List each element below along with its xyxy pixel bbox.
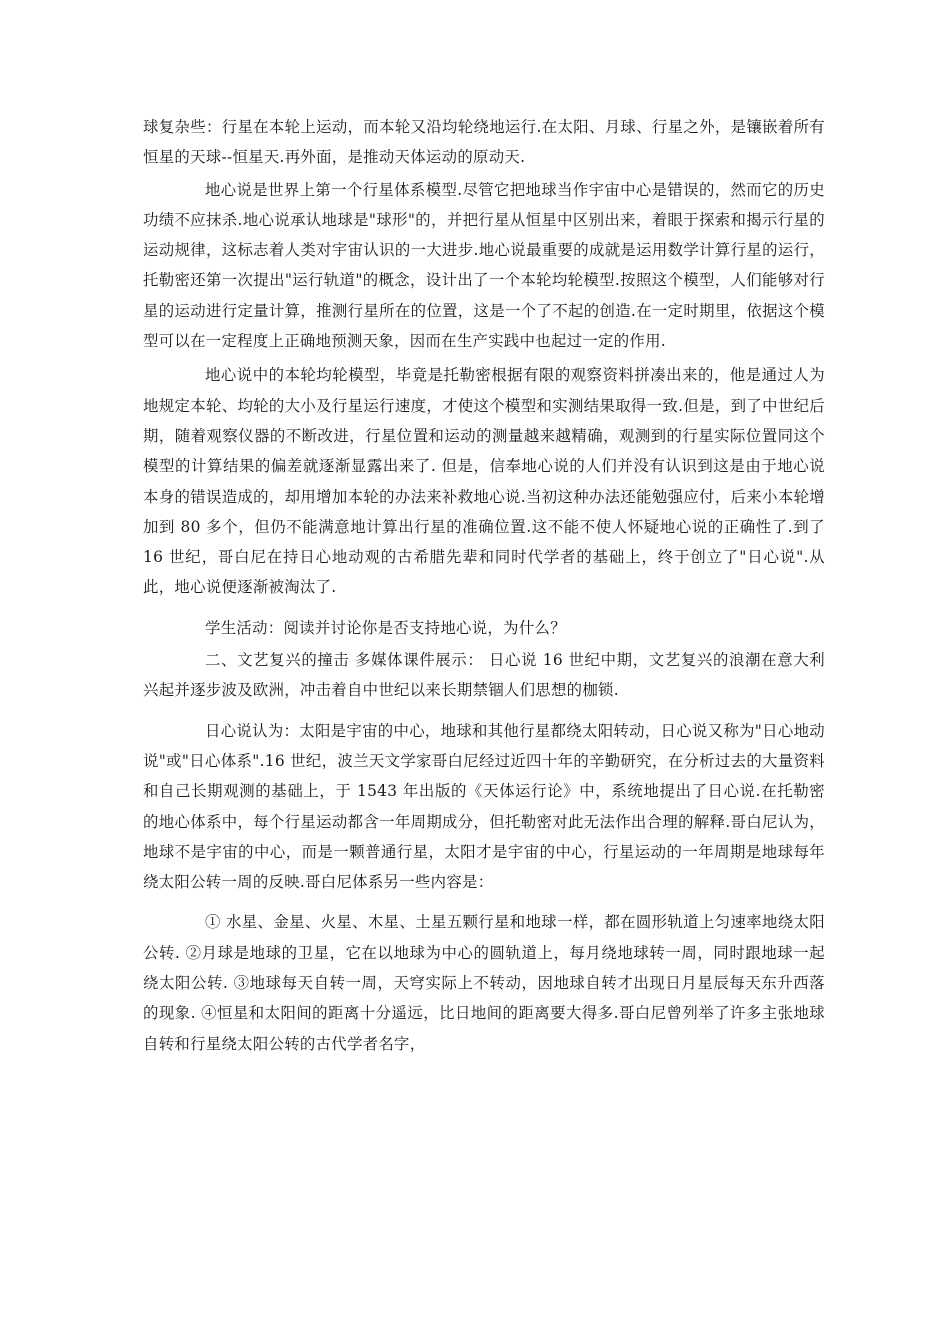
paragraph-renaissance-heading: 二、文艺复兴的撞击 多媒体课件展示： 日心说 16 世纪中期，文艺复兴的浪潮在意大利兴起并逐步波及欧洲，冲击着自中世纪以来长期禁锢人们思想的枷锁.: [143, 651, 825, 700]
paragraph-geocentric-significance: 地心说是世界上第一个行星体系模型.尽管它把地球当作宇宙中心是错误的，然而它的历史功绩不应抹杀.地心说承认地球是"球形"的，并把行星从恒星中区别出来，着眼于探索和揭示行星的运动规律，这标志着人类对宇宙认识的一大进步.地心说最重要的成就是运用数学计算行星的运行，托勒密还第一次提出"运行轨道"的概念，设计出了一个本轮均轮模型.按照这个模型，人们能够对行星的运动进行定量计算，推测行星所在的位置，这是一个了不起的创造.在一定时期里，依据这个模型可以在一定程度上正确地预测天象，因而在生产实践中也起过一定的作用.: [143, 180, 825, 351]
paragraph-epicycle-model: 地心说中的本轮均轮模型，毕竟是托勒密根据有限的观察资料拼凑出来的，他是通过人为地规定本轮、均轮的大小及行星运行速度，才使这个模型和实测结果取得一致.但是，到了中世纪后期，随着观察仪器的不断改进，行星位置和运动的测量越来越精确，观测到的行星实际位置同这个模型的计算结果的偏差就逐渐显露出来了. 但是，信奉地心说的人们并没有认识到这是由于地心说本身的错误造成的，却用增加本轮的办法来补救地心说.当初这种办法还能勉强应付，后来小本轮增加到 80 多个，但仍不能满意地计算出行星的准确位置.这不能不使人怀疑地心说的正确性了.到了 16 世纪，哥白尼在持日心地动观的古希腊先辈和同时代学者的基础上，终于创立了"日心说".从此，地心说便逐渐被淘汰了.: [143, 366, 825, 597]
paragraph-copernican-points: ① 水星、金星、火星、木星、土星五颗行星和地球一样，都在圆形轨道上匀速率地绕太阳公转. ②月球是地球的卫星，它在以地球为中心的圆轨道上，每月绕地球转一周，同时跟地球一起绕太阳公转. ③地球每天自转一周，天穹实际上不转动，因地球自转才出现日月星辰每天东升西落的现象. ④恒星和太阳间的距离十分遥远，比日地间的距离要大得多.哥白尼曾列举了许多主张地球自转和行星绕太阳公转的古代学者名字，: [143, 913, 825, 1053]
paragraph-geocentric-structure: 球复杂些：行星在本轮上运动，而本轮又沿均轮绕地运行.在太阳、月球、行星之外，是镶嵌着所有恒星的天球--恒星天.再外面，是推动天体运动的原动天.: [143, 118, 825, 167]
paragraph-heliocentric-theory: 日心说认为：太阳是宇宙的中心，地球和其他行星都绕太阳转动，日心说又称为"日心地动说"或"日心体系".16 世纪，波兰天文学家哥白尼经过近四十年的辛勤研究，在分析过去的大量资料和自己长期观测的基础上，于 1543 年出版的《天体运行论》中，系统地提出了日心说.在托勒密的地心体系中，每个行星运动都含一年周期成分，但托勒密对此无法作出合理的解释.哥白尼认为，地球不是宇宙的中心，而是一颗普通行星，太阳才是宇宙的中心，行星运动的一年周期是地球每年绕太阳公转一周的反映.哥白尼体系另一些内容是：: [143, 721, 825, 892]
paragraph-student-activity: 学生活动：阅读并讨论你是否支持地心说，为什么？: [205, 618, 566, 637]
document-page: [143, 112, 825, 1059]
